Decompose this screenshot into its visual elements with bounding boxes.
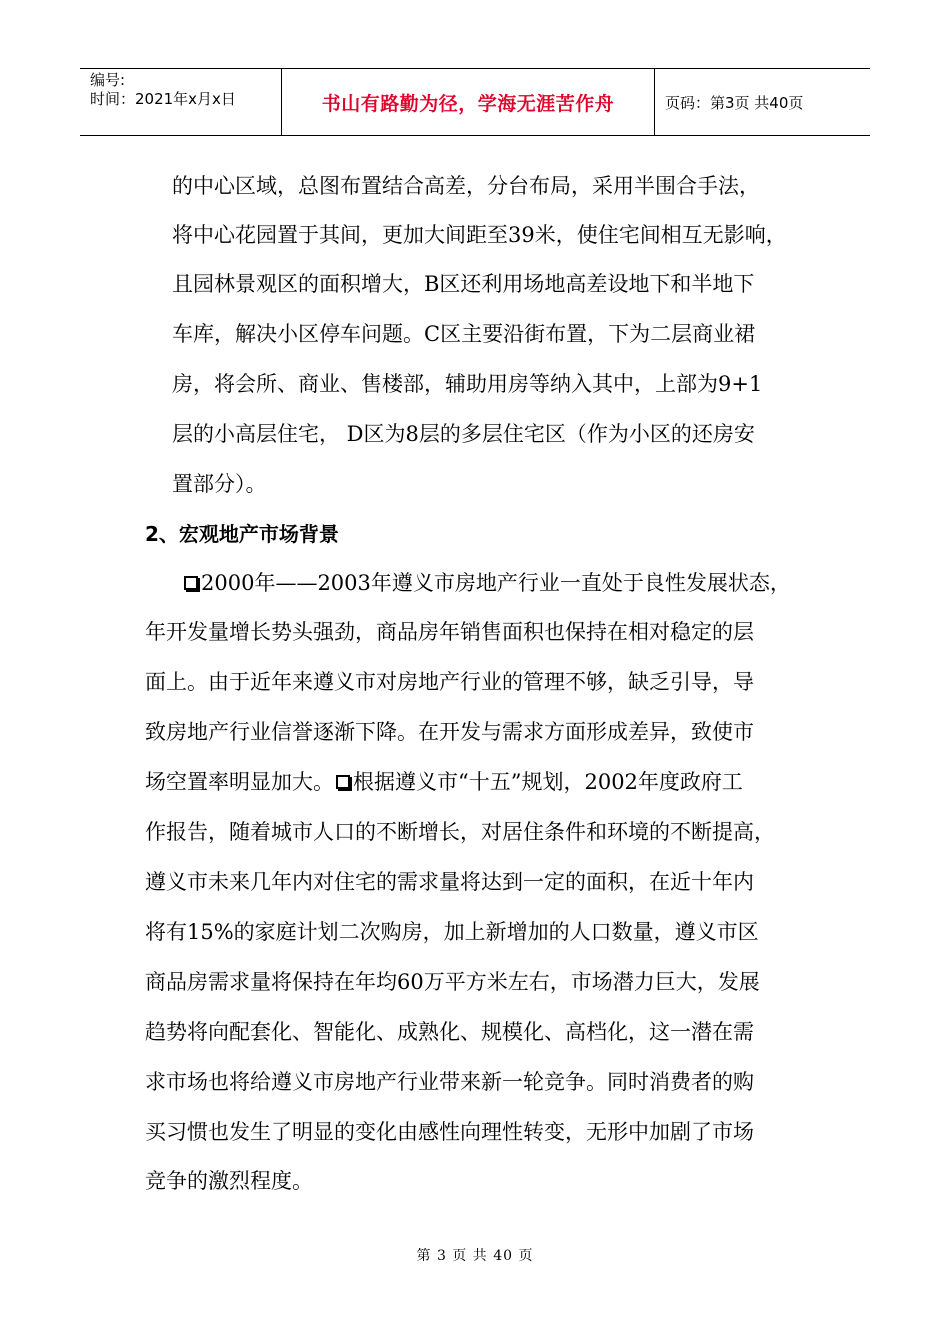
body-line: 致房地产行业信誉逐渐下降。在开发与需求方面形成差异，致使市 [145,720,754,744]
body-line-text: 根据遵义市“十五”规划，2002年度政府工 [353,770,743,794]
body-line: 层的小高层住宅， D区为8层的多层住宅区（作为小区的还房安 [172,422,755,446]
paragraph-join-line [145,768,743,796]
body-line: 车库，解决小区停车问题。C区主要沿街布置，下为二层商业裙 [172,322,756,346]
body-line-text: 场空置率明显加大。 [145,770,334,794]
body-line: 置部分）。 [172,472,267,496]
document-number-label: 编号: [90,71,126,89]
header-motto: 书山有路勤为径，学海无涯苦作舟 [321,92,615,115]
header-page-info-cell [655,69,870,135]
header-meta [80,69,282,135]
body-line: 房，将会所、商业、售楼部，辅助用房等纳入其中，上部为9+1 [172,372,763,396]
header-page-info: 页码：第3页 共40页 [665,93,804,112]
body-line: 求市场也将给遵义市房地产行业带来新一轮竞争。同时消费者的购 [145,1070,754,1094]
page-header [80,68,870,136]
body-line: 的中心区域，总图布置结合高差，分台布局，采用半围合手法， [172,174,760,198]
body-line: 商品房需求量将保持在年均60万平方米左右，市场潜力巨大，发展 [145,970,760,994]
body-line: 且园林景观区的面积增大，B区还利用场地高差设地下和半地下 [172,272,755,296]
page-footer [0,1245,950,1265]
body-line: 买习惯也发生了明显的变化由感性向理性转变，无形中加剧了市场 [145,1120,754,1144]
body-line: 竞争的激烈程度。 [145,1169,313,1193]
body-line: 面上。由于近年来遵义市对房地产行业的管理不够，缺乏引导，导 [145,670,754,694]
body-line-text: 2000年——2003年遵义市房地产行业一直处于良性发展状态， [201,571,791,595]
header-motto-cell [282,69,655,135]
checkbox-bullet-icon [336,775,350,789]
body-line: 将有15%的家庭计划二次购房，加上新增加的人口数量，遵义市区 [145,920,759,944]
checkbox-bullet-icon [184,576,198,590]
footer-page-number: 第 3 页 共 40 页 [416,1248,534,1264]
body-line: 年开发量增长势头强劲，商品房年销售面积也保持在相对稳定的层 [145,620,754,644]
section-heading: 2、宏观地产市场背景 [145,522,339,546]
document-date: 时间：2021年x月x日 [90,90,236,108]
body-line: 遵义市未来几年内对住宅的需求量将达到一定的面积，在近十年内 [145,870,754,894]
paragraph-first-line [182,569,791,597]
body-line: 趋势将向配套化、智能化、成熟化、规模化、高档化，这一潜在需 [145,1020,754,1044]
body-line: 作报告，随着城市人口的不断增长，对居住条件和环境的不断提高， [145,820,775,844]
body-line: 将中心花园置于其间，更加大间距至39米，使住宅间相互无影响， [172,223,787,247]
